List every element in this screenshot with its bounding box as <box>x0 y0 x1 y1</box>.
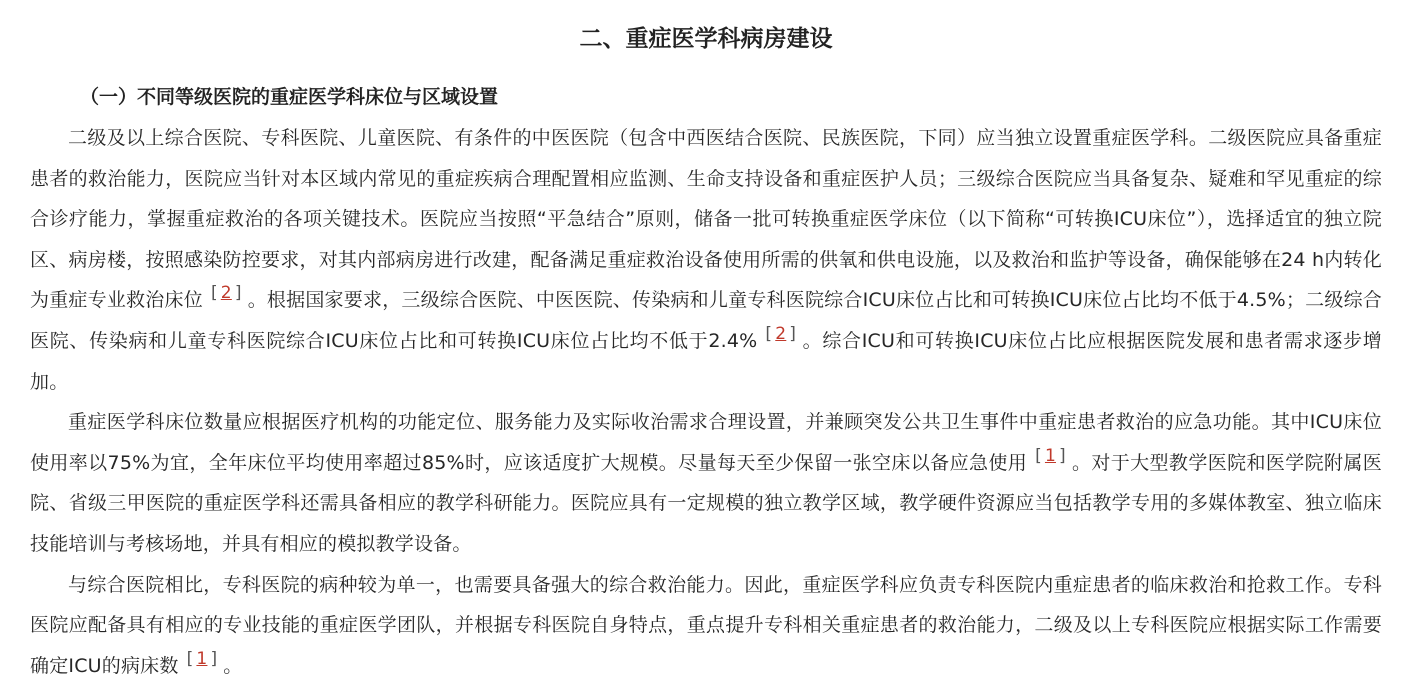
paragraph-1 <box>30 118 1382 402</box>
paragraph-text: 。根据国家要求，三级综合医院、中医医院、传染病和儿童专科医院综合ICU床位占比和可转换ICU床位占比均不低于4.5%；二级综合医院、传染病和儿童专科医院综合ICU床位占比和可转换ICU床位占比均不低于2.4% <box>30 289 1382 352</box>
section-title: 二、重症医学科病房建设 <box>579 26 833 52</box>
paragraph-text: 。 <box>223 654 243 677</box>
citation-link[interactable]: [ 2 ] <box>210 283 242 304</box>
paragraph-3 <box>30 565 1382 687</box>
citation-number[interactable]: 2 <box>220 283 232 304</box>
citation-number[interactable]: 1 <box>196 648 208 669</box>
citation-link[interactable]: [ 2 ] <box>765 323 797 344</box>
article-body <box>30 0 1382 686</box>
citation-number[interactable]: 1 <box>1044 445 1056 466</box>
subsection-title: （一）不同等级医院的重症医学科床位与区域设置 <box>80 86 499 108</box>
paragraph-text: 。综合ICU和可转换ICU床位占比应根据医院发展和患者需求逐步增加。 <box>30 329 1382 393</box>
paragraph-text: 与综合医院相比，专科医院的病种较为单一，也需要具备强大的综合救治能力。因此，重症医学科应负责专科医院内重症患者的临床救治和抢救工作。专科医院应配备具有相应的专业技能的重症医学团队，并根据专科医院自身特点，重点提升专科相关重症患者的救治能力，二级及以上专科医院应根据实际工作需要确定ICU的病床数 <box>30 573 1382 677</box>
paragraph-2 <box>30 402 1382 564</box>
paragraph-text: 重症医学科床位数量应根据医疗机构的功能定位、服务能力及实际收治需求合理设置，并兼顾突发公共卫生事件中重症患者救治的应急功能。其中ICU床位使用率以75%为宜，全年床位平均使用率超过85%时，应该适度扩大规模。尽量每天至少保留一张空床以备应急使用 <box>30 411 1382 474</box>
citation-number[interactable]: 2 <box>775 323 787 344</box>
paragraph-text: 。对于大型教学医院和医学院附属医院、省级三甲医院的重症医学科还需具备相应的教学科研能力。医院应具有一定规模的独立教学区域，教学硬件资源应当包括教学专用的多媒体教室、独立临床技能培训与考核场地，并具有相应的模拟教学设备。 <box>30 451 1382 555</box>
citation-link[interactable]: [ 1 ] <box>1035 445 1066 466</box>
paragraph-text: 二级及以上综合医院、专科医院、儿童医院、有条件的中医医院（包含中西医结合医院、民族医院，下同）应当独立设置重症医学科。二级医院应具备重症患者的救治能力，医院应当针对本区域内常见的重症疾病合理配置相应监测、生命支持设备和重症医护人员；三级综合医院应当具备复杂、疑难和罕见重症的综合诊疗能力，掌握重症救治的各项关键技术。医院应当按照“平急结合”原则，储备一批可转换重症医学床位（以下简称“可转换ICU床位”），选择适宜的独立院区、病房楼，按照感染防控要求，对其内部病房进行改建，配备满足重症救治设备使用所需的供氧和供电设施，以及救治和监护等设备，确保能够在24 h内转化为重症专业救治床位 <box>30 127 1382 312</box>
citation-link[interactable]: [ 1 ] <box>186 648 218 669</box>
